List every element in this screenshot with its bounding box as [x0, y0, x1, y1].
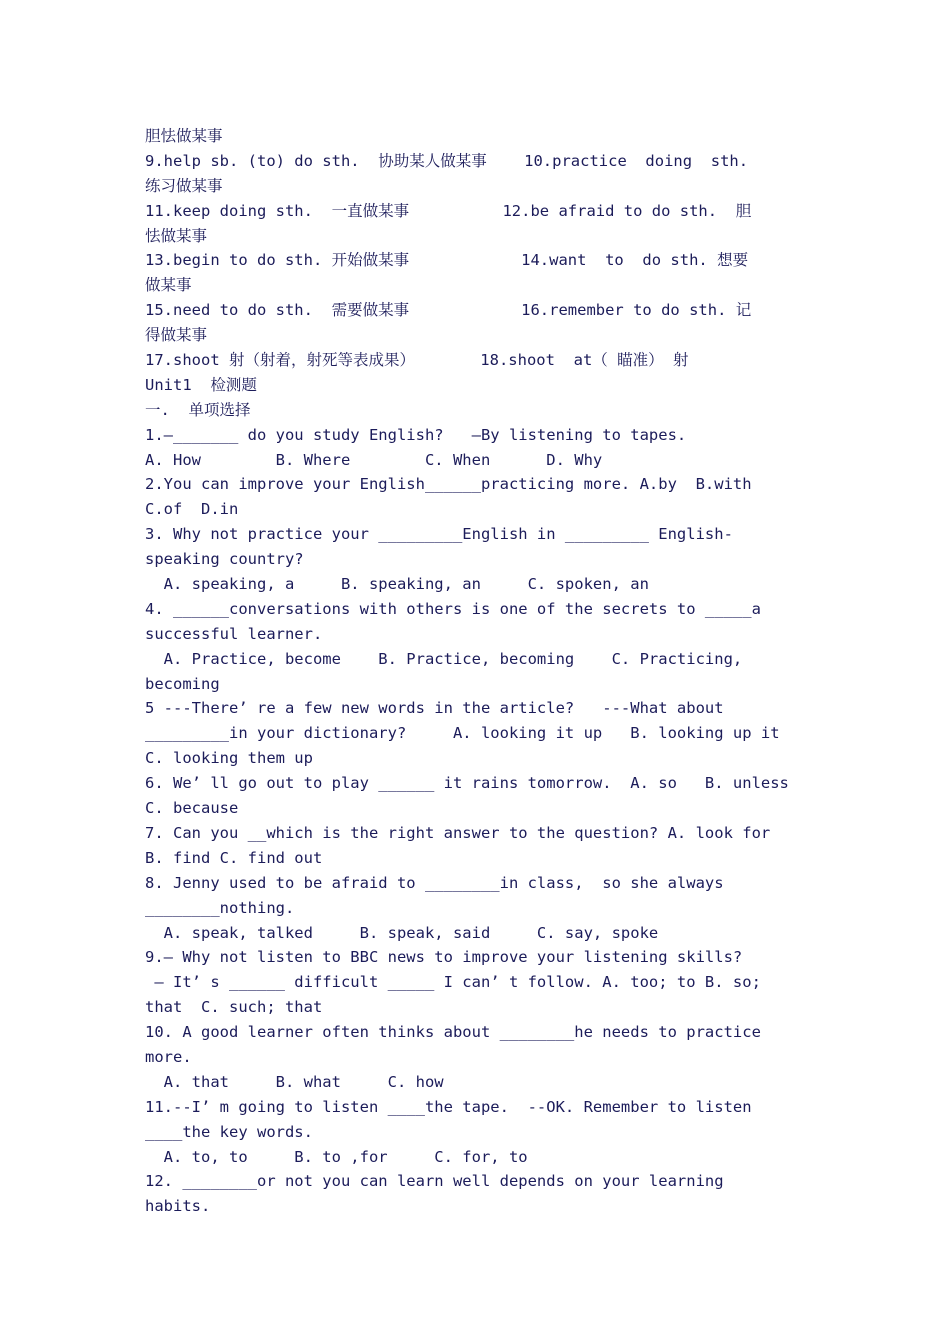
question-line: _________in your dictionary? A. looking it up B. looking up it	[145, 724, 780, 743]
section-title: Unit1 检测题	[145, 375, 257, 394]
text-line: 胆怯做某事	[145, 127, 223, 145]
options-line: that C. such; that	[145, 998, 323, 1017]
options-line: A. Practice, become B. Practice, becoming C. Practicing,	[145, 649, 743, 668]
options-line: A. speak, talked B. speak, said C. say, spoke	[145, 923, 659, 942]
text-line: 11.keep doing sth. 一直做某事 12.be afraid to do sth. 胆	[145, 201, 752, 220]
text-line: 得做某事	[145, 326, 208, 345]
question-line: 5 ---There’ re a few new words in the article? ---What about	[145, 699, 724, 718]
options-line: A. speaking, a B. speaking, an C. spoken, an	[145, 575, 649, 594]
options-line: A. How B. Where C. When D. Why	[145, 450, 603, 469]
question-line: 2.You can improve your English______practicing more. A.by B.with	[145, 475, 752, 494]
document-page	[145, 124, 825, 1219]
options-line: C. because	[145, 799, 239, 818]
question-line: 8. Jenny used to be afraid to ________in class, so she always	[145, 873, 724, 892]
question-line: ________nothing.	[145, 898, 295, 917]
question-line: speaking country?	[145, 550, 304, 569]
text-line: 练习做某事	[145, 176, 223, 195]
text-line: 9.help sb. (to) do sth. 协助某人做某事 10.practice doing sth.	[145, 151, 749, 170]
question-line: 1.—_______ do you study English? —By listening to tapes.	[145, 425, 687, 444]
section-heading: 一. 单项选择	[145, 400, 251, 419]
question-line: habits.	[145, 1197, 211, 1216]
question-line: ____the key words.	[145, 1122, 313, 1141]
question-line: 7. Can you __which is the right answer to the question? A. look for	[145, 823, 771, 842]
options-line: C. looking them up	[145, 749, 313, 768]
question-line: 12. ________or not you can learn well depends on your learning	[145, 1172, 724, 1191]
question-line: 4. ______conversations with others is one of the secrets to _____a	[145, 599, 761, 618]
question-line: successful learner.	[145, 624, 323, 643]
question-line: 9.— Why not listen to BBC news to improve your listening skills?	[145, 948, 743, 967]
question-line: 6. We’ ll go out to play ______ it rains tomorrow. A. so B. unless	[145, 774, 789, 793]
options-line: B. find C. find out	[145, 848, 323, 867]
text-line: 17.shoot 射（射着，射死等表成果） 18.shoot at（ 瞄准） 射	[145, 351, 689, 370]
options-line: A. to, to B. to ,for C. for, to	[145, 1147, 528, 1166]
question-line: more.	[145, 1047, 192, 1066]
question-line: 3. Why not practice your _________English in _________ English-	[145, 525, 733, 544]
text-line: 怯做某事	[145, 226, 208, 245]
question-line: 10. A good learner often thinks about ________he needs to practice	[145, 1023, 761, 1042]
options-line: A. that B. what C. how	[145, 1072, 444, 1091]
options-line: becoming	[145, 674, 220, 693]
question-line: 11.--I’ m going to listen ____the tape. --OK. Remember to listen	[145, 1097, 752, 1116]
options-line: C.of D.in	[145, 500, 239, 519]
text-line: 13.begin to do sth. 开始做某事 14.want to do sth. 想要	[145, 251, 749, 270]
text-line: 做某事	[145, 276, 192, 295]
text-line: 15.need to do sth. 需要做某事 16.remember to do sth. 记	[145, 301, 752, 320]
question-line: — It’ s ______ difficult _____ I can’ t follow. A. too; to B. so;	[145, 973, 761, 992]
